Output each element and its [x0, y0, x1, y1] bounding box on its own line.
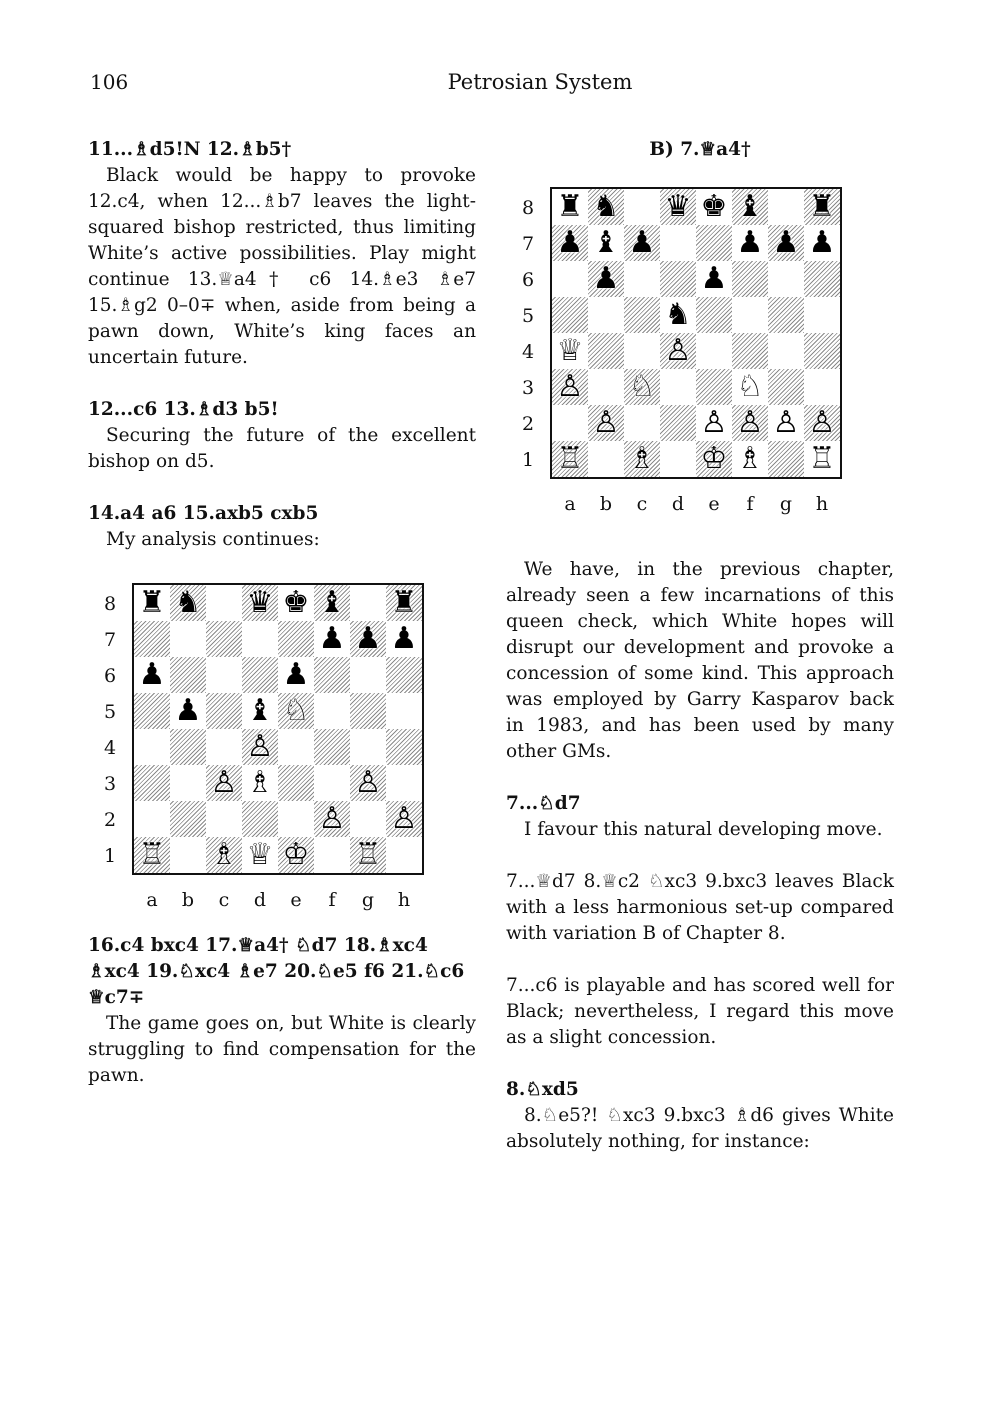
- square-g7: [768, 225, 804, 261]
- chess-piece-icon: ♟: [354, 621, 382, 656]
- rank-label: 8: [521, 197, 535, 219]
- square-h3: [386, 765, 422, 801]
- square-f5: [732, 297, 768, 333]
- square-a6: [134, 657, 170, 693]
- paragraph: Black would be happy to provoke 12.c4, when 12...♗b7 leaves the light-squared bishop restricted, thus limiting White’s active possibilities. Play might continue 13.♕a4† c6 14.♗e3 ♗e7 15.♗g2 0–0∓ when, aside from being a pawn down, White’s king faces an uncertain future.: [88, 165, 476, 368]
- chess-piece-icon: ♙: [246, 729, 274, 764]
- chess-piece-icon: ♟: [628, 225, 656, 260]
- square-g4: [768, 333, 804, 369]
- paragraph: 8.♘e5?! ♘xc3 9.bxc3 ♗d6 gives White absolutely nothing, for instance:: [506, 1105, 894, 1152]
- square-e2: [696, 405, 732, 441]
- chess-piece-icon: ♚: [282, 585, 310, 620]
- square-h8: [804, 189, 840, 225]
- square-h3: [804, 369, 840, 405]
- rank-label: 4: [103, 737, 117, 759]
- chess-piece-icon: ♟: [808, 225, 836, 260]
- square-b2: [170, 801, 206, 837]
- chess-diagram-right: [506, 177, 894, 557]
- paragraph: Securing the future of the excellent bishop on d5.: [88, 425, 476, 472]
- square-h5: [386, 693, 422, 729]
- rank-label: 3: [103, 773, 117, 795]
- square-c7: [624, 225, 660, 261]
- right-column: [506, 137, 894, 1155]
- square-a7: [552, 225, 588, 261]
- chess-piece-icon: ♟: [556, 225, 584, 260]
- chess-piece-icon: ♞: [664, 297, 692, 332]
- chess-piece-icon: ♙: [808, 405, 836, 440]
- square-c7: [206, 621, 242, 657]
- square-b6: [588, 261, 624, 297]
- chess-piece-icon: ♙: [210, 765, 238, 800]
- square-b5: [588, 297, 624, 333]
- square-a5: [134, 693, 170, 729]
- chess-piece-icon: ♟: [592, 261, 620, 296]
- move-line: 14.a4 a6 15.axb5 cxb5: [88, 503, 319, 524]
- square-g8: [768, 189, 804, 225]
- square-c3: [206, 765, 242, 801]
- square-a5: [552, 297, 588, 333]
- square-c6: [624, 261, 660, 297]
- square-a6: [552, 261, 588, 297]
- chess-piece-icon: ♟: [700, 261, 728, 296]
- chess-piece-icon: ♟: [736, 225, 764, 260]
- square-c4: [206, 729, 242, 765]
- file-label: a: [564, 493, 576, 515]
- square-d5: [242, 693, 278, 729]
- move-line: 11...♗d5!N 12.♗b5†: [88, 139, 292, 160]
- square-h4: [804, 333, 840, 369]
- square-d5: [660, 297, 696, 333]
- square-d3: [660, 369, 696, 405]
- square-h1: [804, 441, 840, 477]
- square-e8: [696, 189, 732, 225]
- rank-label: 4: [521, 341, 535, 363]
- square-e1: [696, 441, 732, 477]
- chess-piece-icon: ♞: [592, 189, 620, 224]
- chess-piece-icon: ♛: [246, 585, 274, 620]
- file-label: c: [218, 889, 230, 911]
- paragraph: We have, in the previous chapter, already seen a few incarnations of this queen check, which White hopes will disrupt our development and provoke a concession of some kind. This approach was employed by Garry Kasparov back in 1983, and has been used by many other GMs.: [506, 559, 894, 762]
- diagram-caption: B) 7.♕a4†: [649, 139, 751, 160]
- square-d4: [660, 333, 696, 369]
- square-a2: [552, 405, 588, 441]
- chess-piece-icon: ♗: [628, 441, 656, 476]
- square-e7: [278, 621, 314, 657]
- file-label: g: [779, 493, 793, 515]
- square-f5: [314, 693, 350, 729]
- square-g2: [768, 405, 804, 441]
- square-g7: [350, 621, 386, 657]
- chess-piece-icon: ♝: [318, 585, 346, 620]
- left-column: [88, 137, 476, 1089]
- square-f4: [314, 729, 350, 765]
- square-d8: [660, 189, 696, 225]
- rank-label: 6: [103, 665, 117, 687]
- square-e5: [278, 693, 314, 729]
- chess-diagram-left: [88, 573, 476, 933]
- square-c4: [624, 333, 660, 369]
- square-f4: [732, 333, 768, 369]
- square-b3: [170, 765, 206, 801]
- square-g5: [768, 297, 804, 333]
- chess-piece-icon: ♙: [556, 369, 584, 404]
- square-b4: [588, 333, 624, 369]
- file-label: a: [146, 889, 158, 911]
- square-f7: [314, 621, 350, 657]
- chess-piece-icon: ♟: [772, 225, 800, 260]
- square-g1: [350, 837, 386, 873]
- file-label: h: [397, 889, 411, 911]
- file-label: f: [746, 493, 754, 515]
- paragraph: 7...c6 is playable and has scored well for Black; nevertheless, I regard this move as a slight concession.: [506, 975, 894, 1048]
- square-a1: [552, 441, 588, 477]
- file-label: f: [328, 889, 336, 911]
- square-f2: [314, 801, 350, 837]
- chess-piece-icon: ♟: [138, 657, 166, 692]
- square-h2: [804, 405, 840, 441]
- square-c8: [624, 189, 660, 225]
- square-c5: [624, 297, 660, 333]
- move-line: 12...c6 13.♗d3 b5!: [88, 399, 279, 420]
- square-a3: [552, 369, 588, 405]
- chess-piece-icon: ♜: [808, 189, 836, 224]
- rank-label: 8: [103, 593, 117, 615]
- chess-piece-icon: ♙: [772, 405, 800, 440]
- chess-piece-icon: ♜: [390, 585, 418, 620]
- square-f1: [732, 441, 768, 477]
- square-d1: [660, 441, 696, 477]
- square-a8: [552, 189, 588, 225]
- chess-piece-icon: ♝: [592, 225, 620, 260]
- square-b6: [170, 657, 206, 693]
- chess-piece-icon: ♙: [736, 405, 764, 440]
- square-h6: [804, 261, 840, 297]
- chess-piece-icon: ♗: [246, 765, 274, 800]
- chess-piece-icon: ♔: [700, 441, 728, 476]
- square-a4: [134, 729, 170, 765]
- chess-piece-icon: ♗: [210, 837, 238, 872]
- chess-piece-icon: ♔: [282, 837, 310, 872]
- square-d1: [242, 837, 278, 873]
- chess-piece-icon: ♘: [628, 369, 656, 404]
- square-e1: [278, 837, 314, 873]
- paragraph: My analysis continues:: [106, 529, 320, 550]
- square-f1: [314, 837, 350, 873]
- chess-piece-icon: ♙: [592, 405, 620, 440]
- square-c1: [624, 441, 660, 477]
- square-f7: [732, 225, 768, 261]
- chess-piece-icon: ♖: [556, 441, 584, 476]
- chess-board: [550, 187, 842, 479]
- square-d7: [660, 225, 696, 261]
- square-f3: [732, 369, 768, 405]
- square-f6: [732, 261, 768, 297]
- chess-piece-icon: ♟: [282, 657, 310, 692]
- paragraph: The game goes on, but White is clearly struggling to find compensation for the pawn.: [88, 1013, 476, 1086]
- square-b7: [588, 225, 624, 261]
- file-label: b: [599, 493, 613, 515]
- square-d7: [242, 621, 278, 657]
- chess-piece-icon: ♖: [354, 837, 382, 872]
- page-number: 106: [90, 70, 129, 94]
- square-f2: [732, 405, 768, 441]
- square-c2: [624, 405, 660, 441]
- square-e4: [696, 333, 732, 369]
- chess-piece-icon: ♛: [664, 189, 692, 224]
- chess-piece-icon: ♖: [808, 441, 836, 476]
- move-line: 8.♘xd5: [506, 1079, 579, 1100]
- rank-label: 1: [521, 449, 535, 471]
- square-d2: [660, 405, 696, 441]
- chess-piece-icon: ♟: [174, 693, 202, 728]
- chess-piece-icon: ♕: [556, 333, 584, 368]
- square-h7: [386, 621, 422, 657]
- square-e3: [278, 765, 314, 801]
- square-b1: [588, 441, 624, 477]
- square-e2: [278, 801, 314, 837]
- file-label: h: [815, 493, 829, 515]
- square-b5: [170, 693, 206, 729]
- chess-piece-icon: ♕: [246, 837, 274, 872]
- chess-piece-icon: ♘: [736, 369, 764, 404]
- running-head: Petrosian System: [447, 70, 633, 94]
- chess-piece-icon: ♟: [390, 621, 418, 656]
- chess-piece-icon: ♘: [282, 693, 310, 728]
- square-f6: [314, 657, 350, 693]
- rank-label: 1: [103, 845, 117, 867]
- square-h5: [804, 297, 840, 333]
- square-e4: [278, 729, 314, 765]
- chess-piece-icon: ♟: [318, 621, 346, 656]
- rank-label: 7: [103, 629, 117, 651]
- chess-piece-icon: ♜: [556, 189, 584, 224]
- square-f8: [732, 189, 768, 225]
- file-label: e: [708, 493, 720, 515]
- square-c5: [206, 693, 242, 729]
- rank-label: 2: [521, 413, 535, 435]
- square-h4: [386, 729, 422, 765]
- rank-label: 5: [103, 701, 117, 723]
- square-e3: [696, 369, 732, 405]
- square-c3: [624, 369, 660, 405]
- chess-piece-icon: ♙: [700, 405, 728, 440]
- square-b2: [588, 405, 624, 441]
- square-b8: [170, 585, 206, 621]
- square-f3: [314, 765, 350, 801]
- file-label: d: [671, 493, 685, 515]
- square-e6: [278, 657, 314, 693]
- square-c6: [206, 657, 242, 693]
- file-label: g: [361, 889, 375, 911]
- chess-piece-icon: ♜: [138, 585, 166, 620]
- square-a4: [552, 333, 588, 369]
- square-g3: [350, 765, 386, 801]
- file-label: e: [290, 889, 302, 911]
- square-h2: [386, 801, 422, 837]
- square-g6: [350, 657, 386, 693]
- square-d6: [242, 657, 278, 693]
- file-label: b: [181, 889, 195, 911]
- rank-label: 7: [521, 233, 535, 255]
- chess-piece-icon: ♙: [390, 801, 418, 836]
- move-line: 7...♘d7: [506, 793, 581, 814]
- file-label: d: [253, 889, 267, 911]
- square-a2: [134, 801, 170, 837]
- chess-piece-icon: ♙: [318, 801, 346, 836]
- square-b4: [170, 729, 206, 765]
- square-h7: [804, 225, 840, 261]
- square-b8: [588, 189, 624, 225]
- square-g2: [350, 801, 386, 837]
- square-g8: [350, 585, 386, 621]
- chess-piece-icon: ♚: [700, 189, 728, 224]
- square-b3: [588, 369, 624, 405]
- square-h1: [386, 837, 422, 873]
- square-e6: [696, 261, 732, 297]
- chess-piece-icon: ♗: [736, 441, 764, 476]
- square-d6: [660, 261, 696, 297]
- square-f8: [314, 585, 350, 621]
- square-h8: [386, 585, 422, 621]
- square-a7: [134, 621, 170, 657]
- square-a8: [134, 585, 170, 621]
- chess-piece-icon: ♞: [174, 585, 202, 620]
- square-e7: [696, 225, 732, 261]
- chess-piece-icon: ♙: [664, 333, 692, 368]
- square-c8: [206, 585, 242, 621]
- chess-board: [132, 583, 424, 875]
- square-g1: [768, 441, 804, 477]
- square-b7: [170, 621, 206, 657]
- paragraph: 7...♕d7 8.♕c2 ♘xc3 9.bxc3 leaves Black with a less harmonious set-up compared with variation B of Chapter 8.: [506, 871, 894, 944]
- square-d2: [242, 801, 278, 837]
- square-d3: [242, 765, 278, 801]
- square-e5: [696, 297, 732, 333]
- square-g4: [350, 729, 386, 765]
- square-g3: [768, 369, 804, 405]
- rank-label: 5: [521, 305, 535, 327]
- file-label: c: [636, 493, 648, 515]
- chess-piece-icon: ♝: [246, 693, 274, 728]
- square-a3: [134, 765, 170, 801]
- square-d8: [242, 585, 278, 621]
- chess-piece-icon: ♙: [354, 765, 382, 800]
- rank-label: 6: [521, 269, 535, 291]
- square-a1: [134, 837, 170, 873]
- paragraph: I favour this natural developing move.: [524, 819, 883, 840]
- chess-piece-icon: ♖: [138, 837, 166, 872]
- square-g6: [768, 261, 804, 297]
- square-b1: [170, 837, 206, 873]
- square-e8: [278, 585, 314, 621]
- square-c2: [206, 801, 242, 837]
- move-line: 16.c4 bxc4 17.♕a4† ♘d7 18.♗xc4 ♗xc4 19.♘xc4 ♗e7 20.♘e5 f6 21.♘c6 ♕c7∓: [88, 935, 465, 1008]
- chess-piece-icon: ♝: [736, 189, 764, 224]
- rank-label: 2: [103, 809, 117, 831]
- square-h6: [386, 657, 422, 693]
- square-d4: [242, 729, 278, 765]
- square-g5: [350, 693, 386, 729]
- rank-label: 3: [521, 377, 535, 399]
- square-c1: [206, 837, 242, 873]
